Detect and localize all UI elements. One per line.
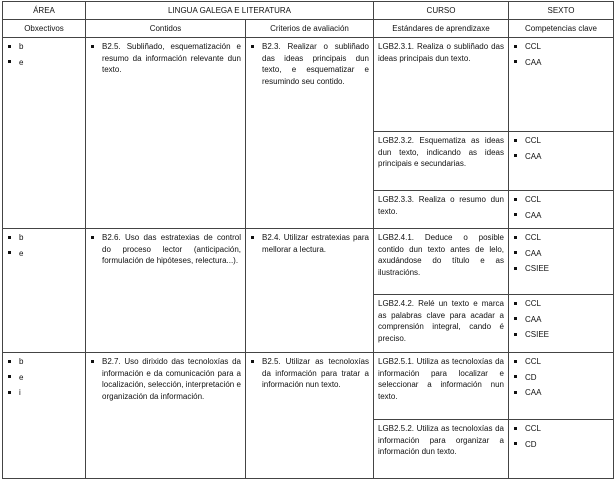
criterion-cell bbox=[246, 38, 374, 229]
content-cell bbox=[86, 353, 246, 479]
objectives-column-header: Obxectivos bbox=[3, 20, 86, 38]
objective-item: b bbox=[7, 41, 81, 53]
competences-cell bbox=[509, 191, 614, 229]
criteria-column-header: Criterios de avaliación bbox=[246, 20, 374, 38]
content-cell bbox=[86, 38, 246, 229]
objectives-cell bbox=[3, 353, 86, 479]
standard-text: LGB2.4.1. Deduce o posible contido dun texto antes de lelo, axudándose do título e as ilustracións. bbox=[378, 233, 504, 277]
competence-item: CCL bbox=[513, 135, 609, 147]
objective-item: e bbox=[7, 57, 81, 69]
objectives-cell bbox=[3, 38, 86, 229]
objective-item: b bbox=[7, 232, 81, 244]
criterion-text: B2.3. Realizar o subliñado das ideas principais dun texto, e esquematizar e resumindo seu contido. bbox=[250, 41, 369, 87]
criterion-cell bbox=[246, 229, 374, 353]
competence-item: CSIEE bbox=[513, 329, 609, 341]
column-header-row bbox=[3, 20, 614, 38]
competence-item: CAA bbox=[513, 387, 609, 399]
competence-item: CD bbox=[513, 439, 609, 451]
area-header: ÁREA bbox=[3, 2, 86, 20]
criterion-text: B2.4. Utilizar estratexias para mellorar a lectura. bbox=[250, 232, 369, 255]
curriculum-table bbox=[2, 1, 614, 479]
competence-item: CAA bbox=[513, 57, 609, 69]
competences-cell bbox=[509, 38, 614, 132]
competence-item: CAA bbox=[513, 314, 609, 326]
competence-item: CCL bbox=[513, 232, 609, 244]
objective-item: e bbox=[7, 372, 81, 384]
objective-item: e bbox=[7, 248, 81, 260]
objective-item: i bbox=[7, 387, 81, 399]
standard-cell bbox=[374, 132, 509, 191]
standard-text: LGB2.5.1. Utiliza as tecnoloxías da información para localizar e seleccionar a información nun texto. bbox=[378, 357, 504, 401]
competence-item: CAA bbox=[513, 151, 609, 163]
standard-text: LGB2.5.2. Utiliza as tecnoloxías da información para organizar a información dun texto. bbox=[378, 424, 504, 456]
standard-cell bbox=[374, 353, 509, 420]
criterion-text: B2.5. Utilizar as tecnoloxías da información para tratar a información nun texto. bbox=[250, 356, 369, 391]
competence-item: CCL bbox=[513, 194, 609, 206]
standard-text: LGB2.3.1. Realiza o subliñado das ideas principais dun texto. bbox=[378, 42, 504, 63]
objectives-cell bbox=[3, 229, 86, 353]
competences-cell bbox=[509, 420, 614, 479]
competence-item: CD bbox=[513, 372, 609, 384]
competences-cell bbox=[509, 229, 614, 295]
standard-cell bbox=[374, 191, 509, 229]
objective-item: b bbox=[7, 356, 81, 368]
standards-column-header: Estándares de aprendizaxe bbox=[374, 20, 509, 38]
contents-column-header: Contidos bbox=[86, 20, 246, 38]
standard-cell bbox=[374, 420, 509, 479]
standard-cell bbox=[374, 295, 509, 353]
table-row bbox=[3, 229, 614, 295]
criterion-cell bbox=[246, 353, 374, 479]
standard-cell bbox=[374, 38, 509, 132]
competences-cell bbox=[509, 295, 614, 353]
competence-item: CCL bbox=[513, 41, 609, 53]
table-row bbox=[3, 353, 614, 420]
competence-item: CCL bbox=[513, 298, 609, 310]
competence-item: CSIEE bbox=[513, 263, 609, 275]
content-text: B2.5. Subliñado, esquematización e resumo da información relevante dun texto. bbox=[90, 41, 241, 76]
competence-item: CAA bbox=[513, 210, 609, 222]
grade-header: SEXTO bbox=[509, 2, 614, 20]
table-header-row bbox=[3, 2, 614, 20]
content-text: B2.6. Uso das estratexias de control do proceso lector (anticipación, formulación de hipóteses, relectura...). bbox=[90, 232, 241, 267]
competence-item: CCL bbox=[513, 423, 609, 435]
standard-text: LGB2.3.2. Esquematiza as ideas dun texto, indicando as ideas principais e secundarias. bbox=[378, 136, 504, 168]
competences-cell bbox=[509, 353, 614, 420]
standard-cell bbox=[374, 229, 509, 295]
content-text: B2.7. Uso dirixido das tecnoloxías da información e da comunicación para a localización, selección, interpretación e organización da información. bbox=[90, 356, 241, 402]
competences-column-header: Competencias clave bbox=[509, 20, 614, 38]
competence-item: CCL bbox=[513, 356, 609, 368]
competence-item: CAA bbox=[513, 248, 609, 260]
course-header: CURSO bbox=[374, 2, 509, 20]
standard-text: LGB2.4.2. Relé un texto e marca as palabras clave para acadar a comprensión integral, cando é preciso. bbox=[378, 299, 504, 343]
table-row bbox=[3, 38, 614, 132]
competences-cell bbox=[509, 132, 614, 191]
subject-header: LINGUA GALEGA E LITERATURA bbox=[86, 2, 374, 20]
content-cell bbox=[86, 229, 246, 353]
standard-text: LGB2.3.3. Realiza o resumo dun texto. bbox=[378, 195, 504, 216]
